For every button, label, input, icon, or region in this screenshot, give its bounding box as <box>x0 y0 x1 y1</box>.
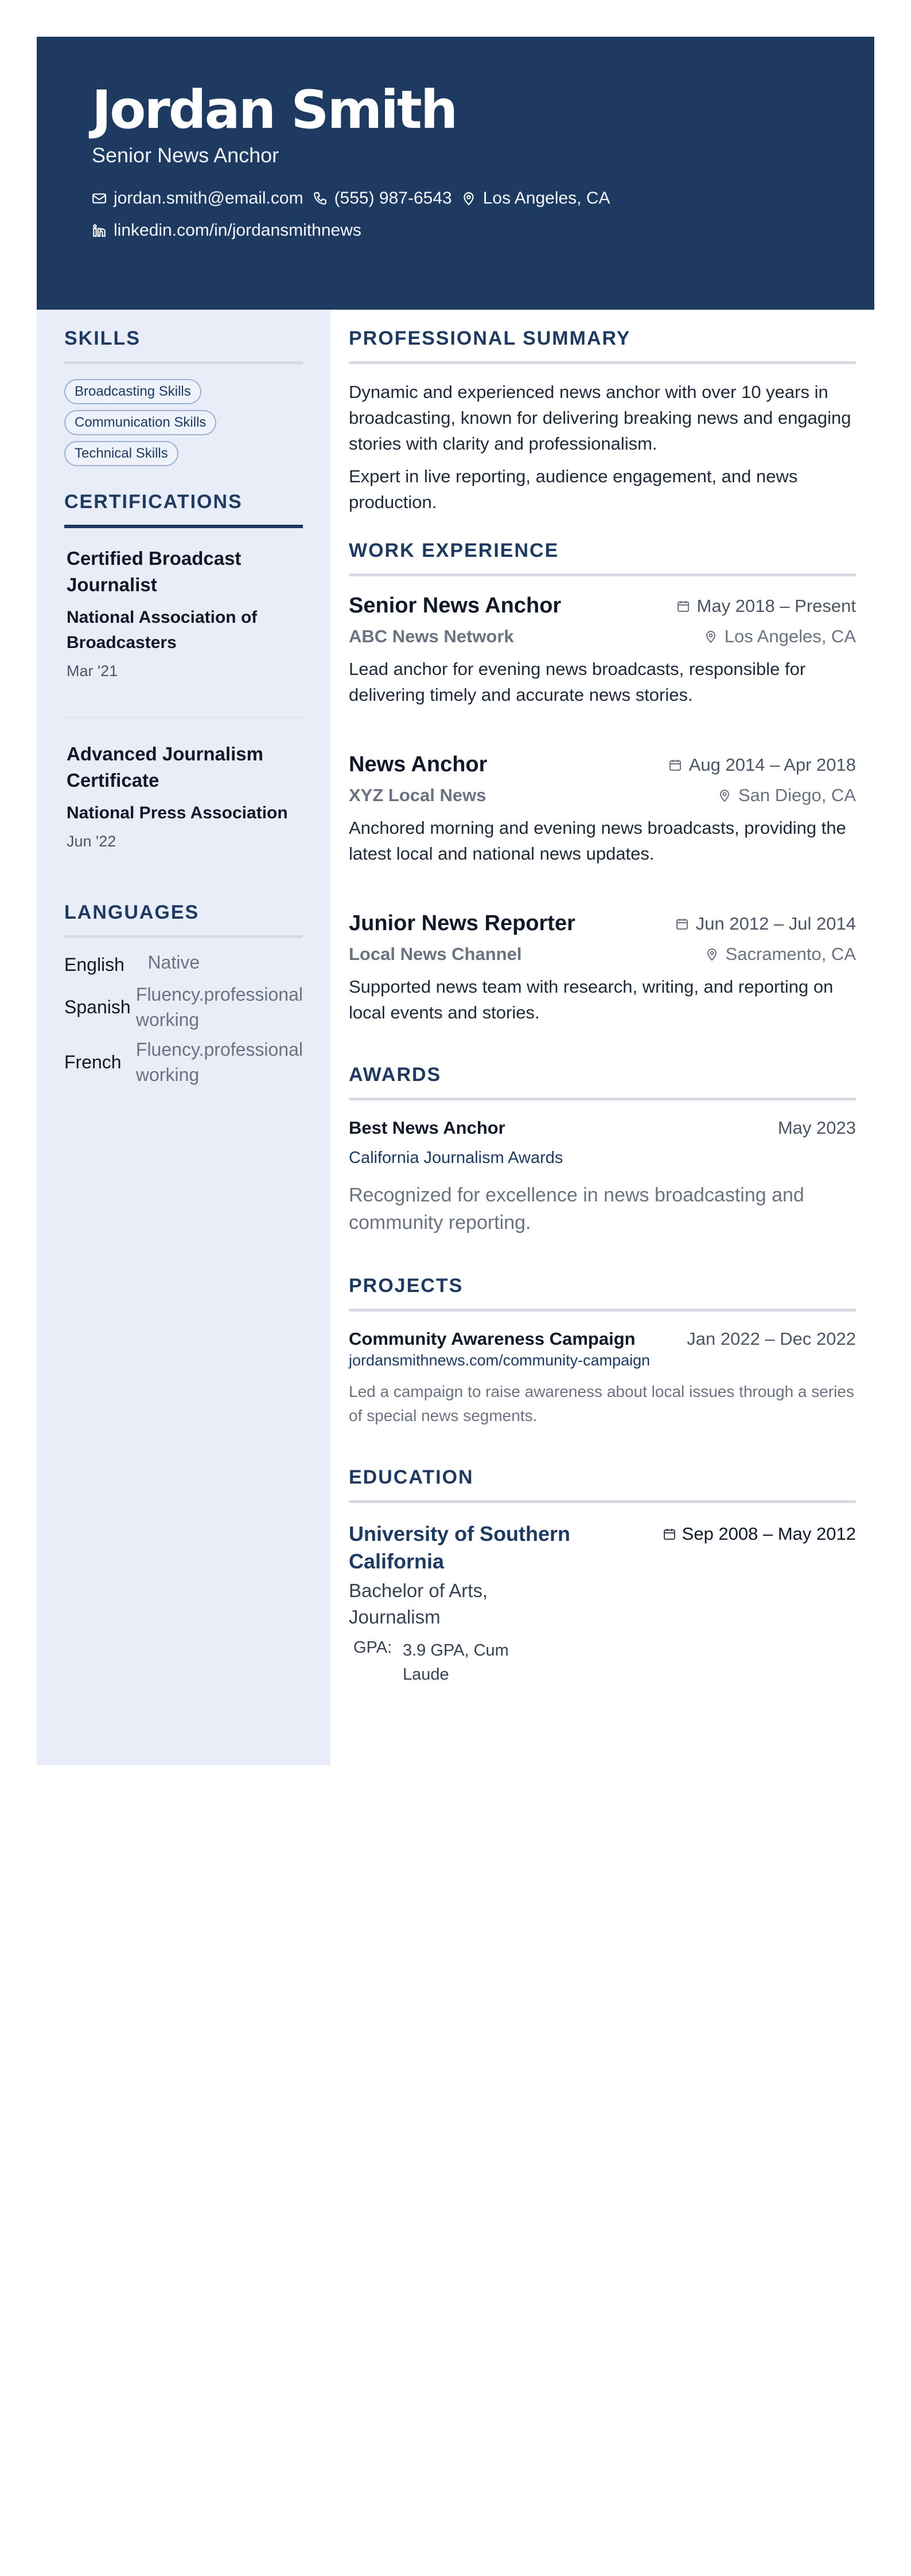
certification-item <box>64 741 303 850</box>
project-link[interactable]: jordansmithnews.com/community-campaign <box>349 1352 651 1369</box>
certification-org: National Press Association <box>67 803 288 822</box>
education-date-text: Sep 2008 – May 2012 <box>682 1524 856 1544</box>
calendar-icon <box>676 599 690 613</box>
job-entry <box>349 752 856 867</box>
linkedin-contact[interactable] <box>92 221 361 240</box>
language-name: French <box>64 1052 122 1072</box>
candidate-title: Senior News Anchor <box>92 143 279 167</box>
projects-section <box>349 1273 856 1428</box>
skills-list <box>64 379 303 472</box>
job-location-text: San Diego, CA <box>738 785 856 805</box>
languages-heading: LANGUAGES <box>64 901 200 923</box>
job-location-text: Sacramento, CA <box>725 944 856 964</box>
project-description: Led a campaign to raise awareness about local issues through a series of special news segments. <box>349 1383 854 1424</box>
language-level: Fluency.professional working <box>135 1039 303 1085</box>
job-title: News Anchor <box>349 752 488 776</box>
job-entry <box>349 911 856 1025</box>
education-heading: EDUCATION <box>349 1466 474 1488</box>
email-contact[interactable] <box>92 189 303 208</box>
main-content <box>330 310 874 1765</box>
award-date: May 2023 <box>777 1118 856 1138</box>
map-pin-icon <box>705 947 719 961</box>
certifications-heading: CERTIFICATIONS <box>64 491 243 513</box>
calendar-icon <box>668 758 682 772</box>
sidebar <box>37 310 330 1765</box>
job-date-text: Jun 2012 – Jul 2014 <box>695 913 856 934</box>
map-pin-icon <box>718 789 731 802</box>
language-level: Fluency.professional working <box>135 984 303 1030</box>
award-description: Recognized for excellence in news broadcasting and community reporting. <box>349 1184 804 1234</box>
skill-tag: Broadcasting Skills <box>64 379 201 404</box>
certification-item <box>64 528 303 680</box>
job-date <box>675 914 856 934</box>
location-text: Los Angeles, CA <box>482 189 610 208</box>
candidate-name: Jordan Smith <box>92 79 457 140</box>
section-divider <box>349 1309 856 1312</box>
job-date <box>676 596 856 616</box>
company-name: ABC News Network <box>349 626 514 646</box>
gpa-label: GPA: <box>353 1638 392 1657</box>
calendar-icon <box>663 1527 676 1541</box>
linkedin-text: linkedin.com/in/jordansmithnews <box>114 221 361 240</box>
education-section <box>349 1465 856 1687</box>
certification-org: National Association of Broadcasters <box>67 608 258 652</box>
job-date <box>668 755 856 775</box>
certification-name: Advanced Journalism Certificate <box>67 743 263 791</box>
map-pin-icon <box>461 191 476 206</box>
job-entry <box>349 594 856 708</box>
certification-divider <box>64 717 303 718</box>
mail-icon <box>92 191 107 206</box>
section-divider <box>349 1500 856 1503</box>
education-date <box>663 1520 856 1575</box>
project-name: Community Awareness Campaign <box>349 1329 636 1349</box>
job-title: Senior News Anchor <box>349 594 562 618</box>
school-name: University of Southern California <box>349 1522 571 1573</box>
job-description: Lead anchor for evening news broadcasts, responsible for delivering timely and accurate news stories. <box>349 659 806 705</box>
summary-section <box>349 326 856 515</box>
summary-paragraph: Dynamic and experienced news anchor with over 10 years in broadcasting, known for delivering breaking news and engaging stories with clarity and professionalism. <box>349 382 851 454</box>
calendar-icon <box>675 917 689 931</box>
certification-date: Mar '21 <box>67 662 118 680</box>
skills-heading: SKILLS <box>64 327 141 349</box>
languages-list <box>64 950 303 1087</box>
email-text: jordan.smith@email.com <box>114 189 303 208</box>
phone-icon <box>313 191 328 206</box>
language-level: Native <box>147 952 200 973</box>
awards-heading: AWARDS <box>349 1064 442 1086</box>
project-date: Jan 2022 – Dec 2022 <box>687 1329 856 1349</box>
job-location-text: Los Angeles, CA <box>724 626 856 646</box>
job-title: Junior News Reporter <box>349 911 575 935</box>
gpa-row <box>349 1638 856 1687</box>
experience-heading: WORK EXPERIENCE <box>349 540 559 561</box>
job-description: Anchored morning and evening news broadcasts, providing the latest local and national news updates. <box>349 818 846 864</box>
summary-heading: PROFESSIONAL SUMMARY <box>349 327 631 349</box>
job-date-text: Aug 2014 – Apr 2018 <box>688 754 856 775</box>
section-divider <box>64 935 303 938</box>
job-date-text: May 2018 – Present <box>696 595 856 616</box>
resume-page <box>37 37 874 1765</box>
resume-header <box>37 37 874 310</box>
gpa-value: 3.9 GPA, Cum Laude <box>403 1641 509 1684</box>
job-location <box>704 626 856 647</box>
location-contact <box>461 189 610 208</box>
company-name: Local News Channel <box>349 944 522 964</box>
job-location <box>718 785 856 806</box>
job-location <box>705 944 856 965</box>
linkedin-icon <box>92 223 107 238</box>
section-divider <box>349 573 856 576</box>
skill-tag: Communication Skills <box>64 410 216 435</box>
language-row <box>64 982 303 1032</box>
degree: Bachelor of Arts, Journalism <box>349 1580 488 1627</box>
language-row <box>64 1037 303 1087</box>
summary-paragraph: Expert in live reporting, audience engagement, and news production. <box>349 466 798 512</box>
section-divider <box>64 361 303 364</box>
awards-section <box>349 1062 856 1236</box>
experience-section <box>349 538 856 1025</box>
section-divider <box>349 1098 856 1100</box>
job-description: Supported news team with research, writing, and reporting on local events and stories. <box>349 977 834 1022</box>
language-row <box>64 950 303 977</box>
language-name: Spanish <box>64 997 131 1017</box>
map-pin-icon <box>704 630 718 643</box>
award-name: Best News Anchor <box>349 1118 505 1138</box>
skill-tag: Technical Skills <box>64 441 178 466</box>
certification-date: Jun '22 <box>67 833 116 850</box>
phone-contact[interactable] <box>313 189 452 208</box>
projects-heading: PROJECTS <box>349 1275 464 1297</box>
section-divider <box>349 361 856 364</box>
contact-info <box>92 185 819 244</box>
certification-name: Certified Broadcast Journalist <box>67 548 242 595</box>
phone-text: (555) 987-6543 <box>334 189 452 208</box>
company-name: XYZ Local News <box>349 785 486 805</box>
language-name: English <box>64 954 124 975</box>
award-org: California Journalism Awards <box>349 1149 563 1167</box>
